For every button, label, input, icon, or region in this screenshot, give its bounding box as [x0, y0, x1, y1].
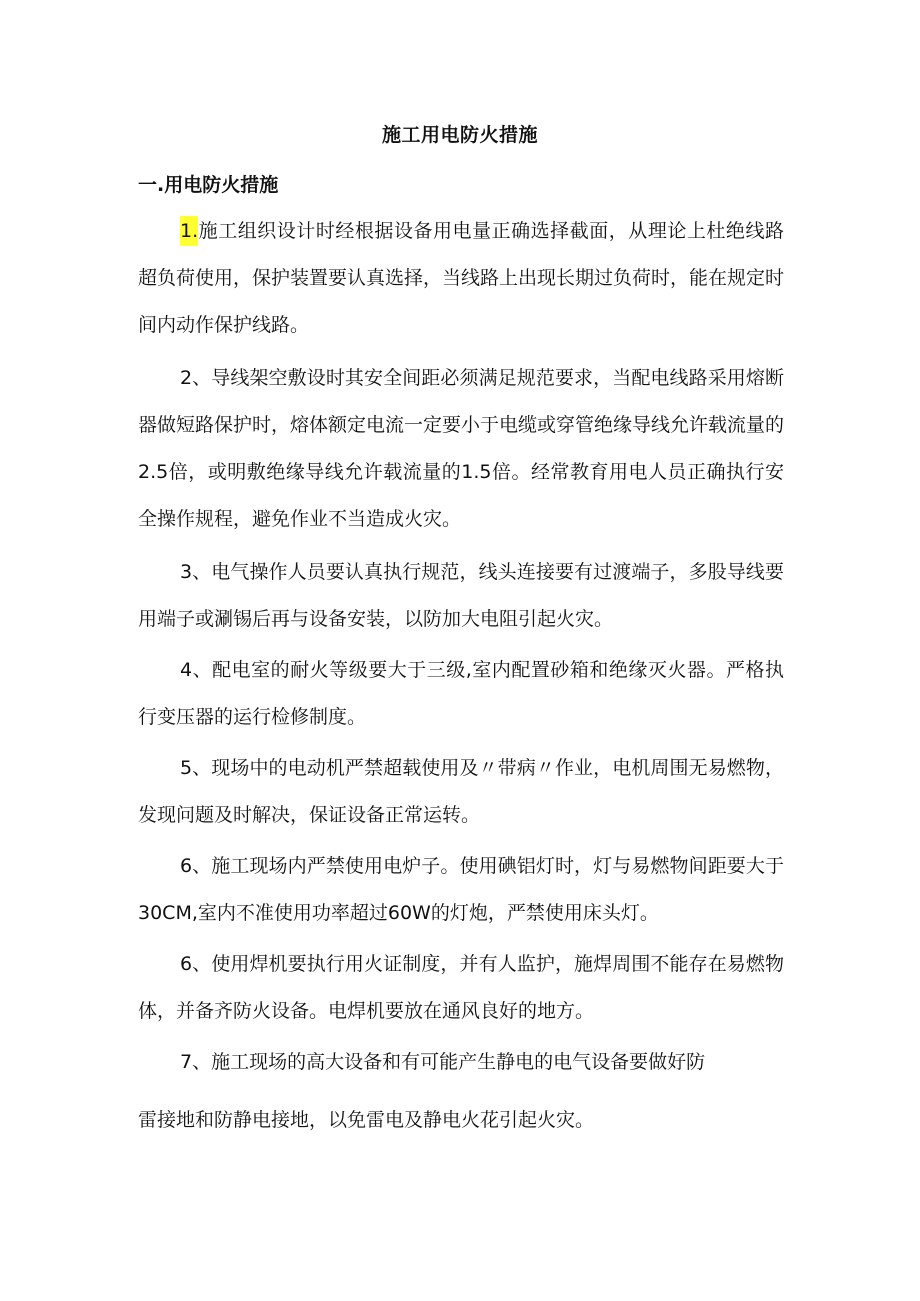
paragraph-1: [138, 208, 784, 349]
paragraph-3: 3、电气操作人员要认真执行规范，线头连接要有过渡端子，多股导线要用端子或涮锡后再与设备安装，以防加大电阻引起火灾。: [138, 561, 784, 630]
paragraph-1-text: 施工组织设计时经根据设备用电量正确选择截面，从理论上杜绝线路超负荷使用，保护装置要认真选择，当线路上出现长期过负荷时，能在规定时间内动作保护线路。: [138, 220, 785, 336]
paragraph-2: 2、导线架空敷设时其安全间距必须满足规范要求，当配电线路采用熔断器做短路保护时，熔体额定电流一定要小于电缆或穿管绝缘导线允许载流量的2.5倍，或明敷绝缘导线允许载流量的1.5倍。经常教育用电人员正确执行安全操作规程，避免作业不当造成火灾。: [138, 367, 785, 530]
paragraph-4: 4、配电室的耐火等级要大于三级,室内配置砂箱和绝缘灭火器。严格执行变压器的运行检修制度。: [138, 659, 784, 728]
document-title: 施工用电防火措施: [381, 124, 538, 146]
paragraph-8: 7、施工现场的高大设备和有可能产生静电的电气设备要做好防: [180, 1051, 706, 1073]
highlighted-number: 1.: [180, 216, 198, 246]
paragraph-8-continuation: 雷接地和防静电接地，以免雷电及静电火花引起火灾。: [138, 1109, 595, 1131]
paragraph-5: 5、现场中的电动机严禁超载使用及〃带病〃作业，电机周围无易燃物，发现问题及时解决，保证设备正常运转。: [138, 757, 784, 826]
paragraph-7: 6、使用焊机要执行用火证制度，并有人监护，施焊周围不能存在易燃物体，并备齐防火设备。电焊机要放在通风良好的地方。: [138, 953, 784, 1022]
section-heading: 一.用电防火措施: [138, 174, 279, 196]
paragraph-6: 6、施工现场内严禁使用电炉子。使用碘铝灯时，灯与易燃物间距要大于30CM,室内不准使用功率超过60W的灯炮，严禁使用床头灯。: [138, 855, 784, 924]
